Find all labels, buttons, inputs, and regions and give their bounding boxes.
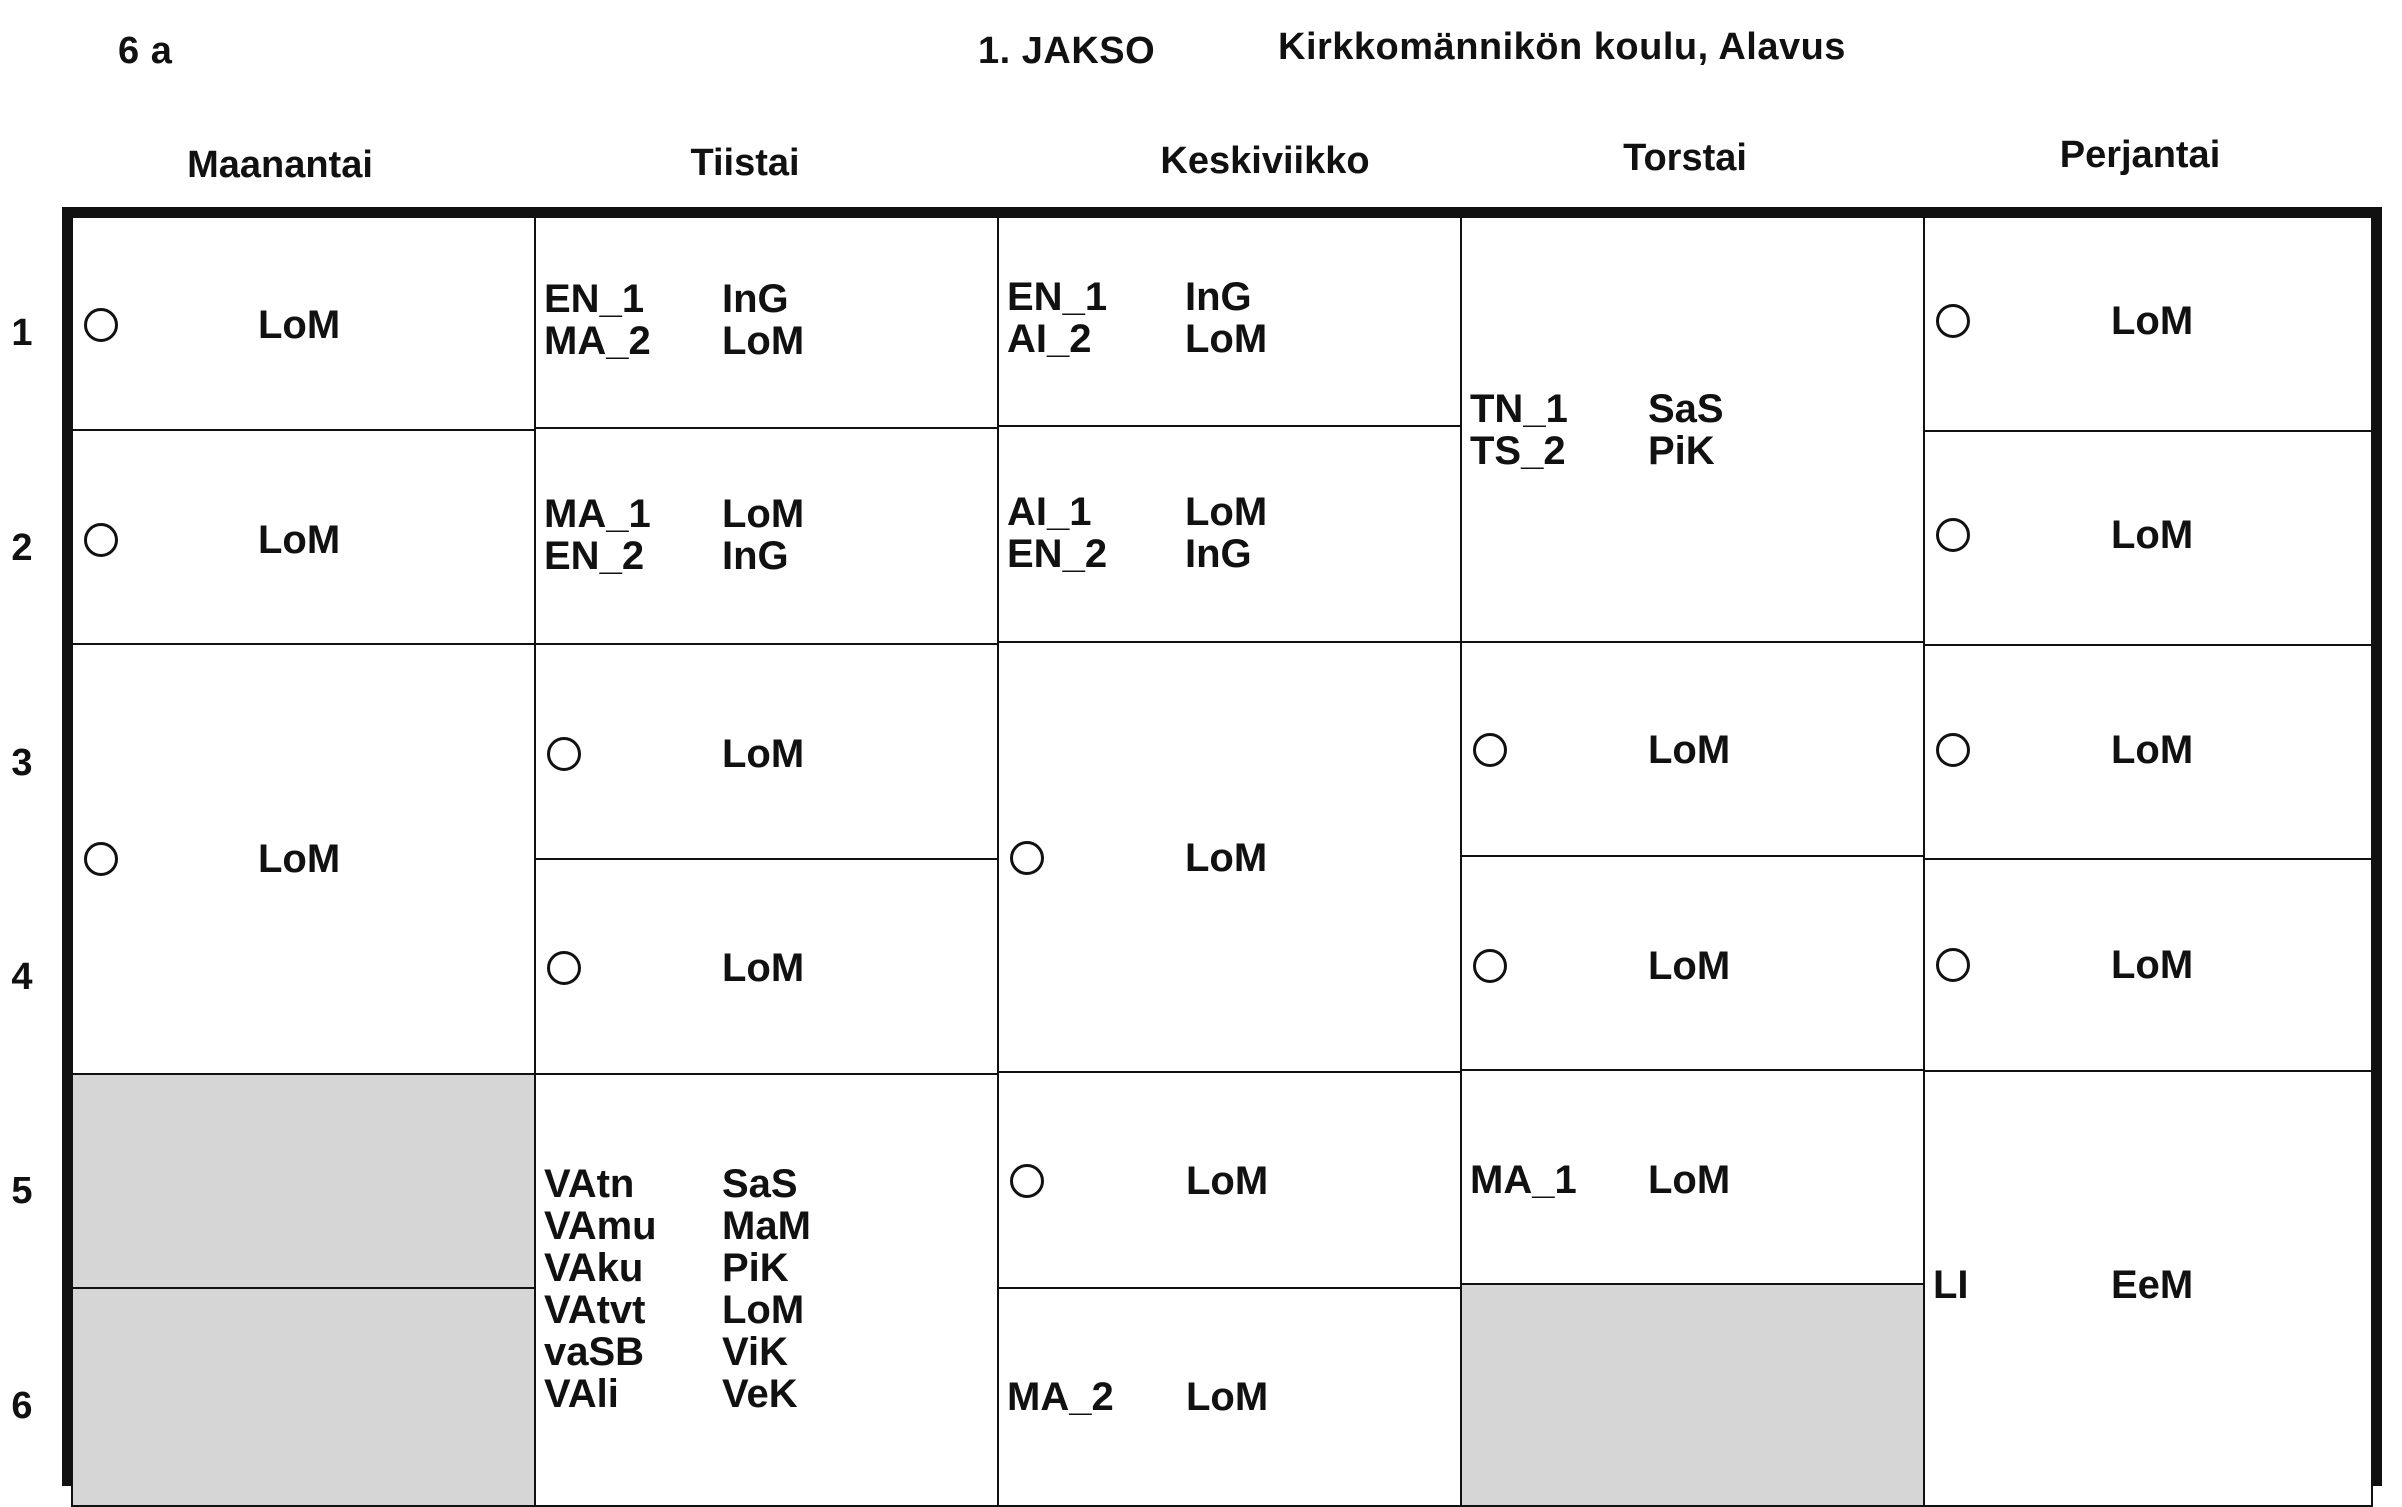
teacher-code: EeM (2111, 1263, 2194, 1307)
cell-thursday-1-2 (1460, 216, 1925, 643)
teacher-code: LoM (722, 946, 805, 990)
cell-thursday-6-empty (1460, 1283, 1925, 1507)
circle-marker (1010, 841, 1044, 875)
cell-friday-1 (1923, 216, 2373, 432)
cell-thursday-5 (1460, 1069, 1925, 1285)
day-header-wednesday: Keskiviikko (1160, 140, 1370, 182)
cell-friday-3 (1923, 644, 2373, 860)
group-code: TN_1 (1470, 387, 1568, 431)
cell-friday-4 (1923, 858, 2373, 1072)
teacher-code: MaM (722, 1204, 811, 1248)
group-code: AI_1 (1007, 490, 1092, 534)
cell-wednesday-1 (997, 216, 1462, 427)
teacher-code: InG (1185, 532, 1252, 576)
group-code: EN_1 (1007, 275, 1108, 319)
period-number-2: 2 (11, 527, 33, 569)
group-code: VAmu (544, 1204, 657, 1248)
teacher-code: ViK (722, 1330, 788, 1374)
group-code: VAli (544, 1372, 619, 1416)
school-name: Kirkkomännikön koulu, Alavus (1278, 26, 1846, 68)
teacher-code: LoM (1648, 944, 1731, 988)
teacher-code: LoM (722, 319, 805, 363)
teacher-code: PiK (722, 1246, 789, 1290)
teacher-code: LoM (1648, 1158, 1731, 1202)
cell-monday-2 (71, 429, 536, 645)
group-code: VAku (544, 1246, 644, 1290)
cell-wednesday-6 (997, 1287, 1462, 1507)
day-header-tuesday: Tiistai (690, 142, 800, 184)
circle-marker (1936, 948, 1970, 982)
cell-monday-1 (71, 216, 536, 431)
period-number-6: 6 (11, 1385, 33, 1427)
cell-tuesday-5-6 (534, 1073, 999, 1507)
group-code: EN_1 (544, 277, 645, 321)
group-code: MA_2 (544, 319, 651, 363)
period-number-5: 5 (11, 1170, 33, 1212)
group-code: EN_2 (1007, 532, 1108, 576)
cell-friday-2 (1923, 430, 2373, 646)
group-code: MA_2 (1007, 1375, 1114, 1419)
teacher-code: LoM (2111, 728, 2194, 772)
day-header-thursday: Torstai (1623, 137, 1747, 179)
circle-marker (84, 842, 118, 876)
circle-marker (84, 308, 118, 342)
teacher-code: VeK (722, 1372, 798, 1416)
day-header-friday: Perjantai (2059, 134, 2221, 176)
teacher-code: LoM (1186, 1375, 1269, 1419)
teacher-code: LoM (258, 837, 341, 881)
teacher-code: LoM (722, 1288, 805, 1332)
period-number-1: 1 (11, 312, 33, 354)
circle-marker (547, 737, 581, 771)
teacher-code: LoM (1185, 836, 1268, 880)
teacher-code: LoM (258, 518, 341, 562)
circle-marker (1473, 949, 1507, 983)
teacher-code: LoM (1185, 490, 1268, 534)
circle-marker (547, 951, 581, 985)
teacher-code: LoM (2111, 299, 2194, 343)
cell-wednesday-2 (997, 425, 1462, 643)
group-code: EN_2 (544, 534, 645, 578)
cell-monday-5-empty (71, 1073, 536, 1289)
period-number-4: 4 (11, 956, 33, 998)
circle-marker (1473, 733, 1507, 767)
cell-friday-5-6 (1923, 1070, 2373, 1507)
circle-marker (1936, 733, 1970, 767)
group-code: vaSB (544, 1330, 645, 1374)
teacher-code: InG (1185, 275, 1252, 319)
teacher-code: PiK (1648, 429, 1715, 473)
class-name: 6 a (118, 30, 173, 72)
cell-monday-3-4 (71, 643, 536, 1075)
group-code: VAtvt (544, 1288, 646, 1332)
period-number-3: 3 (11, 742, 33, 784)
group-code: MA_1 (544, 492, 651, 536)
cell-monday-6-empty (71, 1287, 536, 1507)
group-code: TS_2 (1470, 429, 1566, 473)
group-code: LI (1933, 1263, 1969, 1307)
teacher-code: LoM (1186, 1159, 1269, 1203)
teacher-code: InG (722, 534, 789, 578)
teacher-code: InG (722, 277, 789, 321)
group-code: AI_2 (1007, 317, 1092, 361)
teacher-code: LoM (2111, 943, 2194, 987)
timetable-grid (62, 207, 2382, 1486)
circle-marker (1010, 1164, 1044, 1198)
teacher-code: LoM (258, 303, 341, 347)
cell-thursday-3 (1460, 641, 1925, 857)
teacher-code: LoM (1185, 317, 1268, 361)
teacher-code: SaS (1648, 387, 1724, 431)
group-code: VAtn (544, 1162, 635, 1206)
cell-wednesday-5 (997, 1071, 1462, 1289)
teacher-code: LoM (1648, 728, 1731, 772)
cell-tuesday-3 (534, 643, 999, 860)
circle-marker (84, 523, 118, 557)
teacher-code: LoM (2111, 513, 2194, 557)
cell-thursday-4 (1460, 855, 1925, 1071)
day-header-monday: Maanantai (187, 144, 373, 186)
period-title: 1. JAKSO (978, 30, 1156, 72)
cell-tuesday-2 (534, 427, 999, 645)
cell-wednesday-3-4 (997, 641, 1462, 1073)
cell-tuesday-1 (534, 216, 999, 429)
circle-marker (1936, 518, 1970, 552)
teacher-code: LoM (722, 492, 805, 536)
teacher-code: SaS (722, 1162, 798, 1206)
circle-marker (1936, 304, 1970, 338)
group-code: MA_1 (1470, 1158, 1577, 1202)
cell-tuesday-4 (534, 858, 999, 1075)
teacher-code: LoM (722, 732, 805, 776)
